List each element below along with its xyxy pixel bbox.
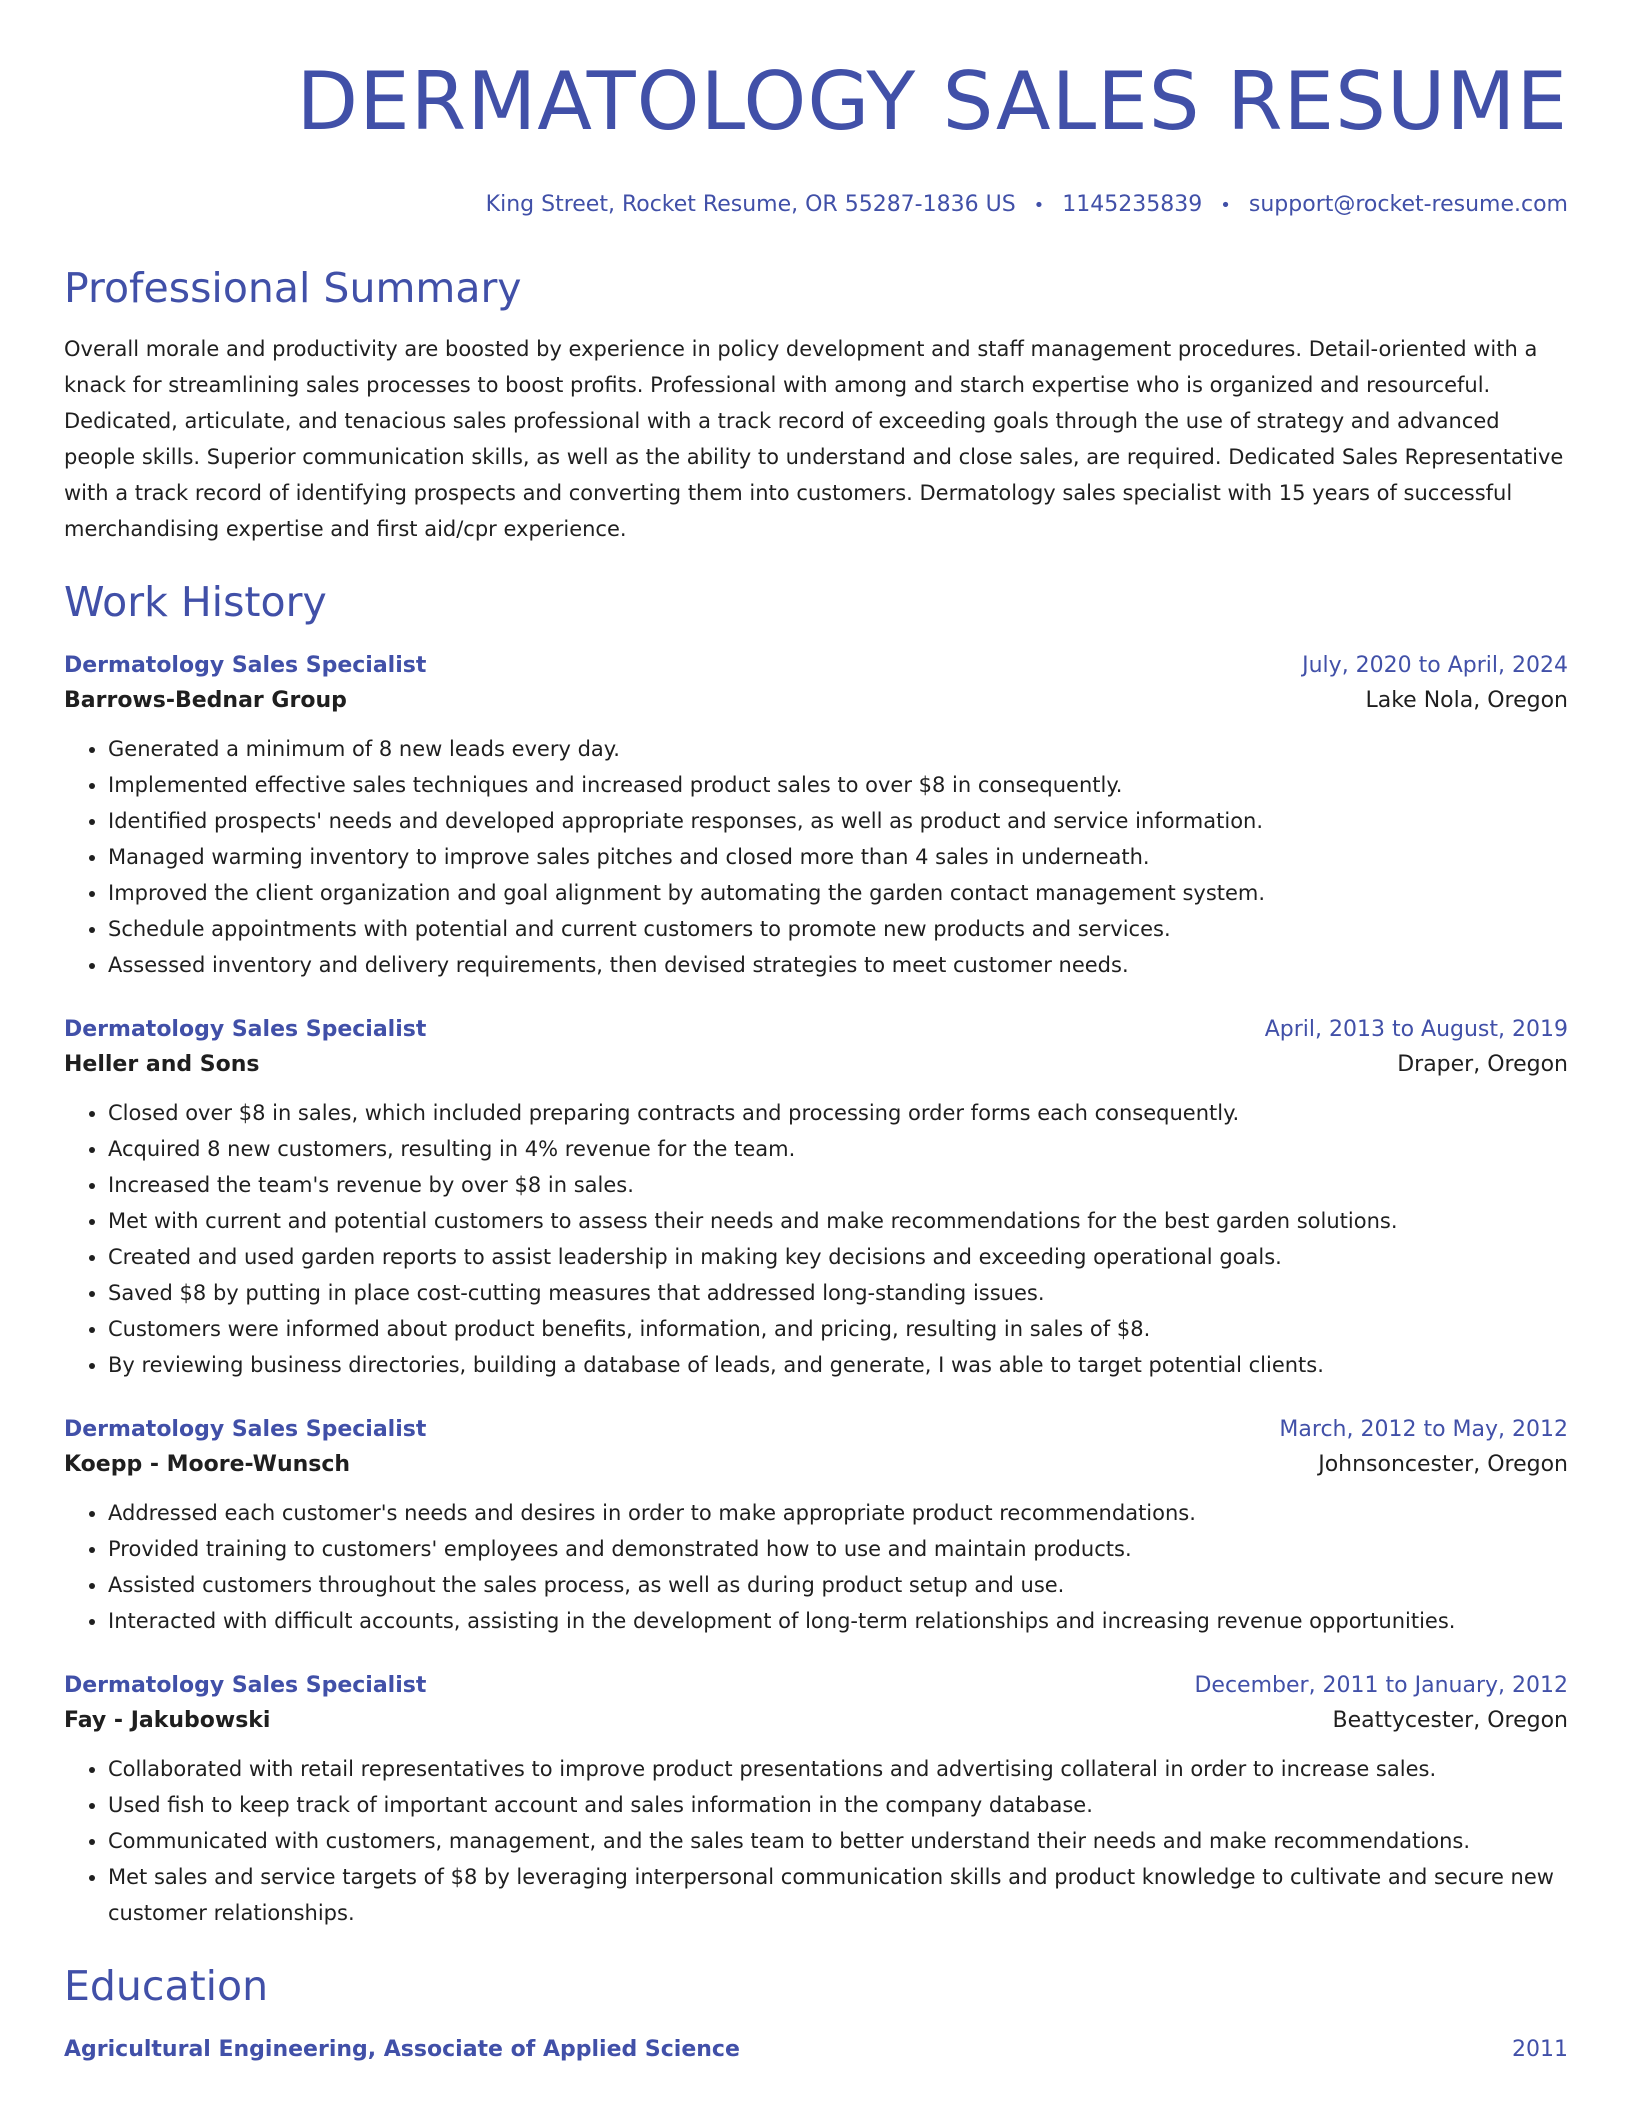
job-company-row bbox=[64, 683, 1568, 719]
job-location: Johnsoncester, Oregon bbox=[1318, 1452, 1568, 1477]
contact-line bbox=[64, 190, 1568, 221]
job-bullet: • Created and used garden reports to assist leadership in making key decisions and exceeding operational goals. bbox=[108, 1239, 1568, 1275]
job-location: Draper, Oregon bbox=[1397, 1052, 1568, 1077]
job-title: Dermatology Sales Specialist bbox=[64, 1417, 427, 1442]
job-bullet: • Provided training to customers' employees and demonstrated how to use and maintain products. bbox=[108, 1531, 1568, 1567]
contact-separator: • bbox=[1220, 195, 1231, 216]
job-bullet: • Acquired 8 new customers, resulting in 4% revenue for the team. bbox=[108, 1131, 1568, 1167]
contact-separator: • bbox=[1033, 195, 1045, 216]
job-bullet: • Interacted with difficult accounts, assisting in the development of long-term relationships and increasing revenue opportunities. bbox=[108, 1603, 1568, 1639]
job-location: Beattycester, Oregon bbox=[1332, 1708, 1568, 1733]
job-dates: April, 2013 to August, 2019 bbox=[1264, 1017, 1568, 1042]
job-bullet: • Assessed inventory and delivery requirements, then devised strategies to meet customer needs. bbox=[108, 947, 1568, 983]
job-bullet: • Collaborated with retail representatives to improve product presentations and advertising collateral in order to increase sales. bbox=[108, 1751, 1568, 1787]
contact-phone: 1145235839 bbox=[1062, 192, 1203, 217]
resume-page bbox=[64, 0, 1568, 2067]
job-title: Dermatology Sales Specialist bbox=[64, 1017, 427, 1042]
job-bullet: • Increased the team's revenue by over $8 in sales. bbox=[108, 1167, 1568, 1203]
contact-address: King Street, Rocket Resume, OR 55287-1836 US bbox=[485, 192, 1016, 217]
job-bullet: • Generated a minimum of 8 new leads every day. bbox=[108, 731, 1568, 767]
job-entry bbox=[64, 1669, 1568, 1931]
job-bullet: • Managed warming inventory to improve sales pitches and closed more than 4 sales in underneath. bbox=[108, 839, 1568, 875]
job-bullet: • Improved the client organization and goal alignment by automating the garden contact management system. bbox=[108, 875, 1568, 911]
job-bullet: • Identified prospects' needs and developed appropriate responses, as well as product and service information. bbox=[108, 803, 1568, 839]
job-company: Heller and Sons bbox=[64, 1052, 260, 1077]
job-company-row bbox=[64, 1447, 1568, 1483]
resume-title: DERMATOLOGY SALES RESUME bbox=[296, 55, 1568, 148]
summary-text: Overall morale and productivity are boosted by experience in policy development and staff management procedures. Detail-oriented with a knack for streamlining sales processes to boost profits. Professional with among and starch expertise who is organized and resourceful. Dedicated, articulate, and tenacious sales professional with a track record of exceeding goals through the use of strategy and advanced people skills. Superior communication skills, as well as the ability to understand and close sales, are required. Dedicated Sales Representative with a track record of identifying prospects and converting them into customers. Dermatology sales specialist with 15 years of successful merchandising expertise and first aid/cpr experience. bbox=[64, 337, 1564, 541]
work-history-list bbox=[64, 649, 1568, 1931]
job-title-row bbox=[64, 1669, 1568, 1703]
job-location: Lake Nola, Oregon bbox=[1365, 688, 1568, 713]
job-company-row bbox=[64, 1703, 1568, 1739]
education-entry bbox=[64, 2033, 1568, 2067]
job-entry bbox=[64, 1013, 1568, 1383]
job-bullet: • Met with current and potential customers to assess their needs and make recommendations for the best garden solutions. bbox=[108, 1203, 1568, 1239]
job-bullet: • By reviewing business directories, building a database of leads, and generate, I was able to target potential clients. bbox=[108, 1347, 1568, 1383]
job-bullet: • Addressed each customer's needs and desires in order to make appropriate product recommendations. bbox=[108, 1495, 1568, 1531]
education-degree: Agricultural Engineering, Associate of Applied Science bbox=[64, 2037, 740, 2062]
job-company: Fay - Jakubowski bbox=[64, 1708, 271, 1733]
work-history-heading: Work History bbox=[64, 578, 327, 626]
job-bullet: • Schedule appointments with potential and current customers to promote new products and services. bbox=[108, 911, 1568, 947]
job-bullet: • Met sales and service targets of $8 by leveraging interpersonal communication skills and product knowledge to cultivate and secure new customer relationships. bbox=[108, 1859, 1568, 1931]
job-dates: July, 2020 to April, 2024 bbox=[1302, 653, 1568, 678]
job-dates: March, 2012 to May, 2012 bbox=[1279, 1417, 1568, 1442]
education-heading: Education bbox=[64, 1962, 269, 2010]
job-title: Dermatology Sales Specialist bbox=[64, 1673, 427, 1698]
contact-email[interactable]: support@rocket-resume.com bbox=[1248, 192, 1568, 217]
job-bullet-list bbox=[64, 731, 1568, 983]
job-title-row bbox=[64, 1013, 1568, 1047]
job-bullet-list bbox=[64, 1495, 1568, 1639]
job-title-row bbox=[64, 1413, 1568, 1447]
job-company-row bbox=[64, 1047, 1568, 1083]
job-bullet-list bbox=[64, 1095, 1568, 1383]
summary-heading: Professional Summary bbox=[64, 264, 522, 312]
job-bullet-list bbox=[64, 1751, 1568, 1931]
resume-header bbox=[64, 0, 1568, 221]
job-entry bbox=[64, 1413, 1568, 1639]
job-company: Barrows-Bednar Group bbox=[64, 688, 347, 713]
job-bullet: • Assisted customers throughout the sales process, as well as during product setup and use. bbox=[108, 1567, 1568, 1603]
job-bullet: • Communicated with customers, management, and the sales team to better understand their needs and make recommendations. bbox=[108, 1823, 1568, 1859]
job-title-row bbox=[64, 649, 1568, 683]
job-company: Koepp - Moore-Wunsch bbox=[64, 1452, 351, 1477]
job-bullet: • Customers were informed about product benefits, information, and pricing, resulting in sales of $8. bbox=[108, 1311, 1568, 1347]
job-bullet: • Implemented effective sales techniques and increased product sales to over $8 in consequently. bbox=[108, 767, 1568, 803]
job-bullet: • Saved $8 by putting in place cost-cutting measures that addressed long-standing issues. bbox=[108, 1275, 1568, 1311]
job-bullet: • Used fish to keep track of important account and sales information in the company database. bbox=[108, 1787, 1568, 1823]
job-entry bbox=[64, 649, 1568, 983]
job-title: Dermatology Sales Specialist bbox=[64, 653, 427, 678]
education-year: 2011 bbox=[1512, 2037, 1568, 2062]
job-dates: December, 2011 to January, 2012 bbox=[1194, 1673, 1568, 1698]
job-bullet: • Closed over $8 in sales, which included preparing contracts and processing order forms each consequently. bbox=[108, 1095, 1568, 1131]
